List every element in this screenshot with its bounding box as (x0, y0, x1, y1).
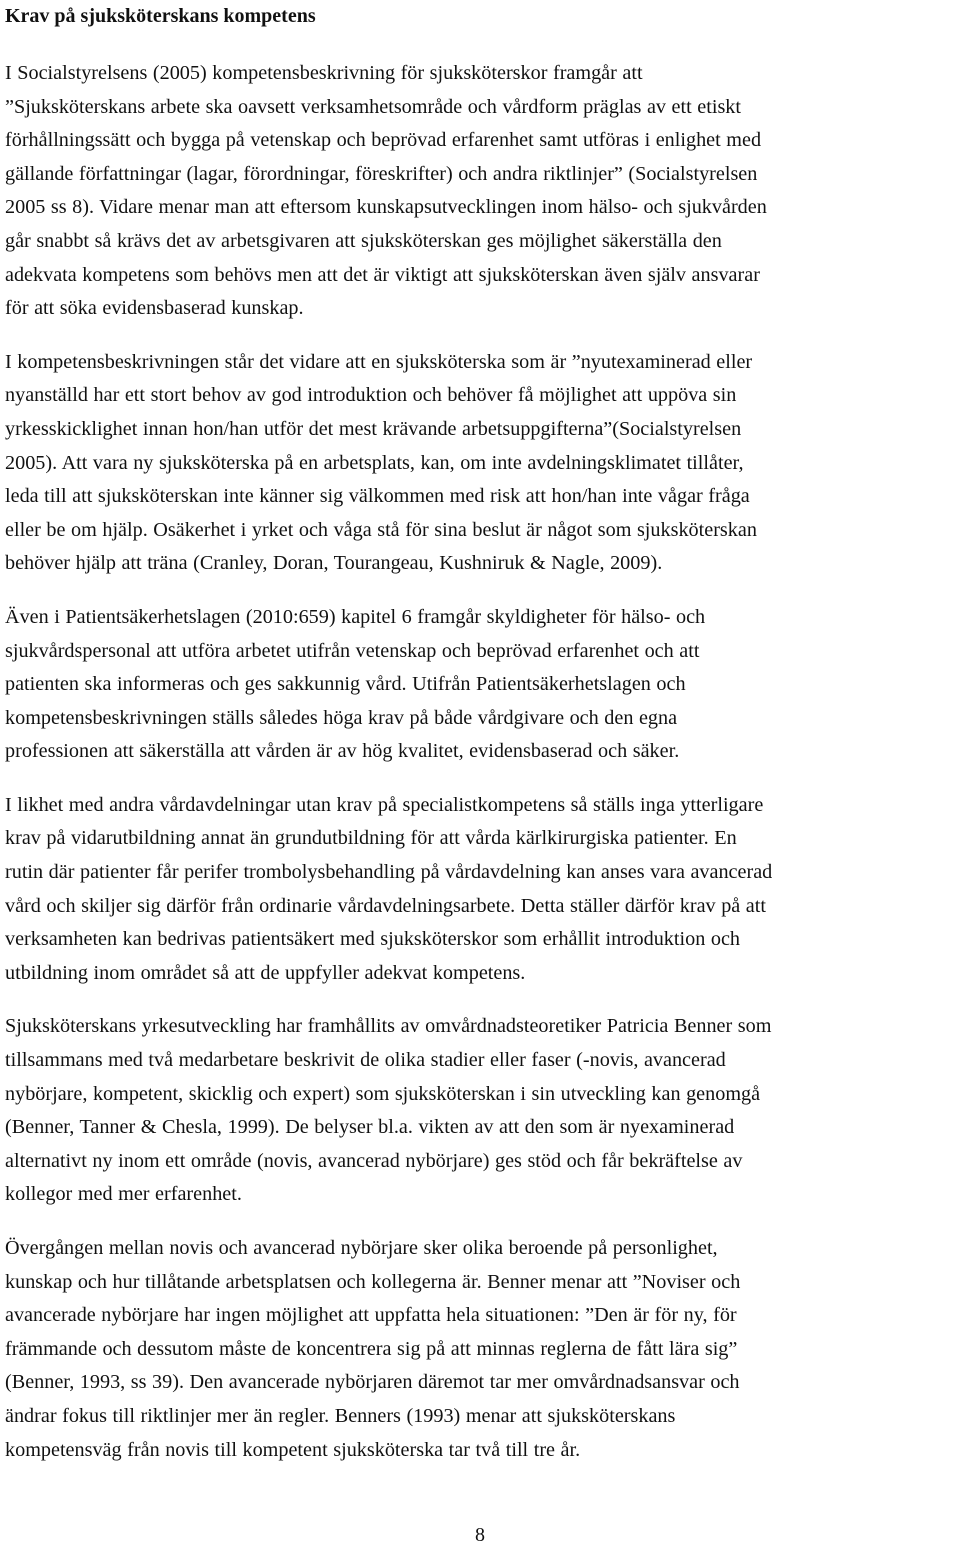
paragraph-3 (5, 601, 957, 769)
text-line: adekvata kompetens som behövs men att det är viktigt att sjuksköterskan även själv ansvarar (5, 263, 760, 286)
paragraph-2 (5, 346, 957, 581)
text-line: kunskap och hur tillåtande arbetsplatsen och kollegerna är. Benner menar att ”Noviser och (5, 1270, 741, 1293)
text-line: kompetensbeskrivningen ställs således höga krav på både vårdgivare och den egna (5, 706, 678, 729)
text-line: krav på vidarutbildning annat än grundutbildning för att vårda kärlkirurgiska patienter. En (5, 827, 737, 850)
text-line: behöver hjälp att träna (Cranley, Doran, Tourangeau, Kushniruk & Nagle, 2009). (5, 552, 663, 575)
paragraph-4 (5, 789, 957, 991)
text-line: leda till att sjuksköterskan inte känner sig välkommen med risk att hon/han inte vågar fråga (5, 485, 750, 508)
text-line: yrkesskicklighet innan hon/han utför det mest krävande arbetsuppgifterna”(Socialstyrelsen (5, 417, 742, 440)
text-line: Även i Patientsäkerhetslagen (2010:659) kapitel 6 framgår skyldigheter för hälso- och (5, 605, 706, 628)
text-line: ändrar fokus till riktlinjer mer än regler. Benners (1993) menar att sjuksköterskans (5, 1404, 676, 1427)
text-line: för att söka evidensbaserad kunskap. (5, 297, 304, 320)
text-line: rutin där patienter får perifer trombolysbehandling på vårdavdelning kan anses vara avancerad (5, 861, 773, 884)
text-line: 2005 ss 8). Vidare menar man att eftersom kunskapsutvecklingen inom hälso- och sjukvården (5, 196, 767, 219)
text-line: alternativt ny inom ett område (novis, avancerad nybörjare) ges stöd och får bekräftelse av (5, 1149, 743, 1172)
text-line: nyanställd har ett stort behov av god introduktion och behöver få möjlighet att uppöva sin (5, 384, 737, 407)
text-line: förhållningssätt och bygga på vetenskap och beprövad erfarenhet samt utföras i enlighet med (5, 129, 762, 152)
text-line: Sjuksköterskans yrkesutveckling har framhållits av omvårdnadsteoretiker Patricia Benner som (5, 1015, 772, 1038)
text-line: avancerade nybörjare har ingen möjlighet att uppfatta hela situationen: ”Den är för ny, för (5, 1304, 737, 1327)
text-line: går snabbt så krävs det av arbetsgivaren att sjuksköterskan ges möjlighet säkerställa den (5, 229, 722, 252)
text-line: (Benner, 1993, ss 39). Den avancerade nybörjaren däremot tar mer omvårdnadsansvar och (5, 1371, 740, 1394)
text-line: verksamheten kan bedrivas patientsäkert med sjuksköterskor som erhållit introduktion och (5, 928, 740, 951)
text-line: (Benner, Tanner & Chesla, 1999). De belyser bl.a. vikten av att den som är nyexaminerad (5, 1116, 735, 1139)
text-line: I likhet med andra vårdavdelningar utan krav på specialistkompetens så ställs inga ytterligare (5, 793, 764, 816)
text-line: 2005). Att vara ny sjuksköterska på en arbetsplats, kan, om inte avdelningsklimatet tillåter, (5, 451, 744, 474)
document-page (5, 0, 957, 1467)
text-line: tillsammans med två medarbetare beskrivit de olika stadier eller faser (-novis, avancerad (5, 1049, 726, 1072)
paragraph-1 (5, 57, 957, 326)
page-number: 8 (475, 1524, 485, 1546)
section-heading: Krav på sjuksköterskans kompetens (5, 5, 316, 27)
text-line: Övergången mellan novis och avancerad nybörjare sker olika beroende på personlighet, (5, 1237, 718, 1259)
paragraph-6 (5, 1232, 957, 1467)
text-line: I kompetensbeskrivningen står det vidare att en sjuksköterska som är ”nyutexaminerad eller (5, 350, 753, 373)
text-line: vård och skiljer sig därför från ordinarie vårdavdelningsarbete. Detta ställer därför krav på att (5, 894, 766, 917)
text-line: utbildning inom området så att de uppfyller adekvat kompetens. (5, 961, 526, 984)
text-line: nybörjare, kompetent, skicklig och expert) som sjuksköterskan i sin utveckling kan genomgå (5, 1082, 761, 1105)
text-line: ”Sjuksköterskans arbete ska oavsett verksamhetsområde och vårdform präglas av ett etiskt (5, 95, 742, 118)
text-line: eller be om hjälp. Osäkerhet i yrket och våga stå för sina beslut är något som sjuksköterskan (5, 518, 757, 541)
text-line: I Socialstyrelsens (2005) kompetensbeskrivning för sjuksköterskor framgår att (5, 62, 643, 84)
text-line: gällande författningar (lagar, förordningar, föreskrifter) och andra riktlinjer” (Socialstyrelsen (5, 162, 758, 185)
body-text (5, 57, 957, 1467)
text-line: främmande och dessutom måste de koncentrera sig på att minnas reglerna de fått lära sig” (5, 1337, 738, 1360)
text-line: sjukvårdspersonal att utföra arbetet utifrån vetenskap och beprövad erfarenhet och att (5, 639, 700, 662)
text-line: patienten ska informeras och ges sakkunnig vård. Utifrån Patientsäkerhetslagen och (5, 673, 686, 696)
text-line: kompetensväg från novis till kompetent sjuksköterska tar två till tre år. (5, 1438, 581, 1461)
text-line: professionen att säkerställa att vården är av hög kvalitet, evidensbaserad och säker. (5, 740, 680, 763)
paragraph-5 (5, 1010, 957, 1212)
text-line: kollegor med mer erfarenhet. (5, 1183, 242, 1206)
